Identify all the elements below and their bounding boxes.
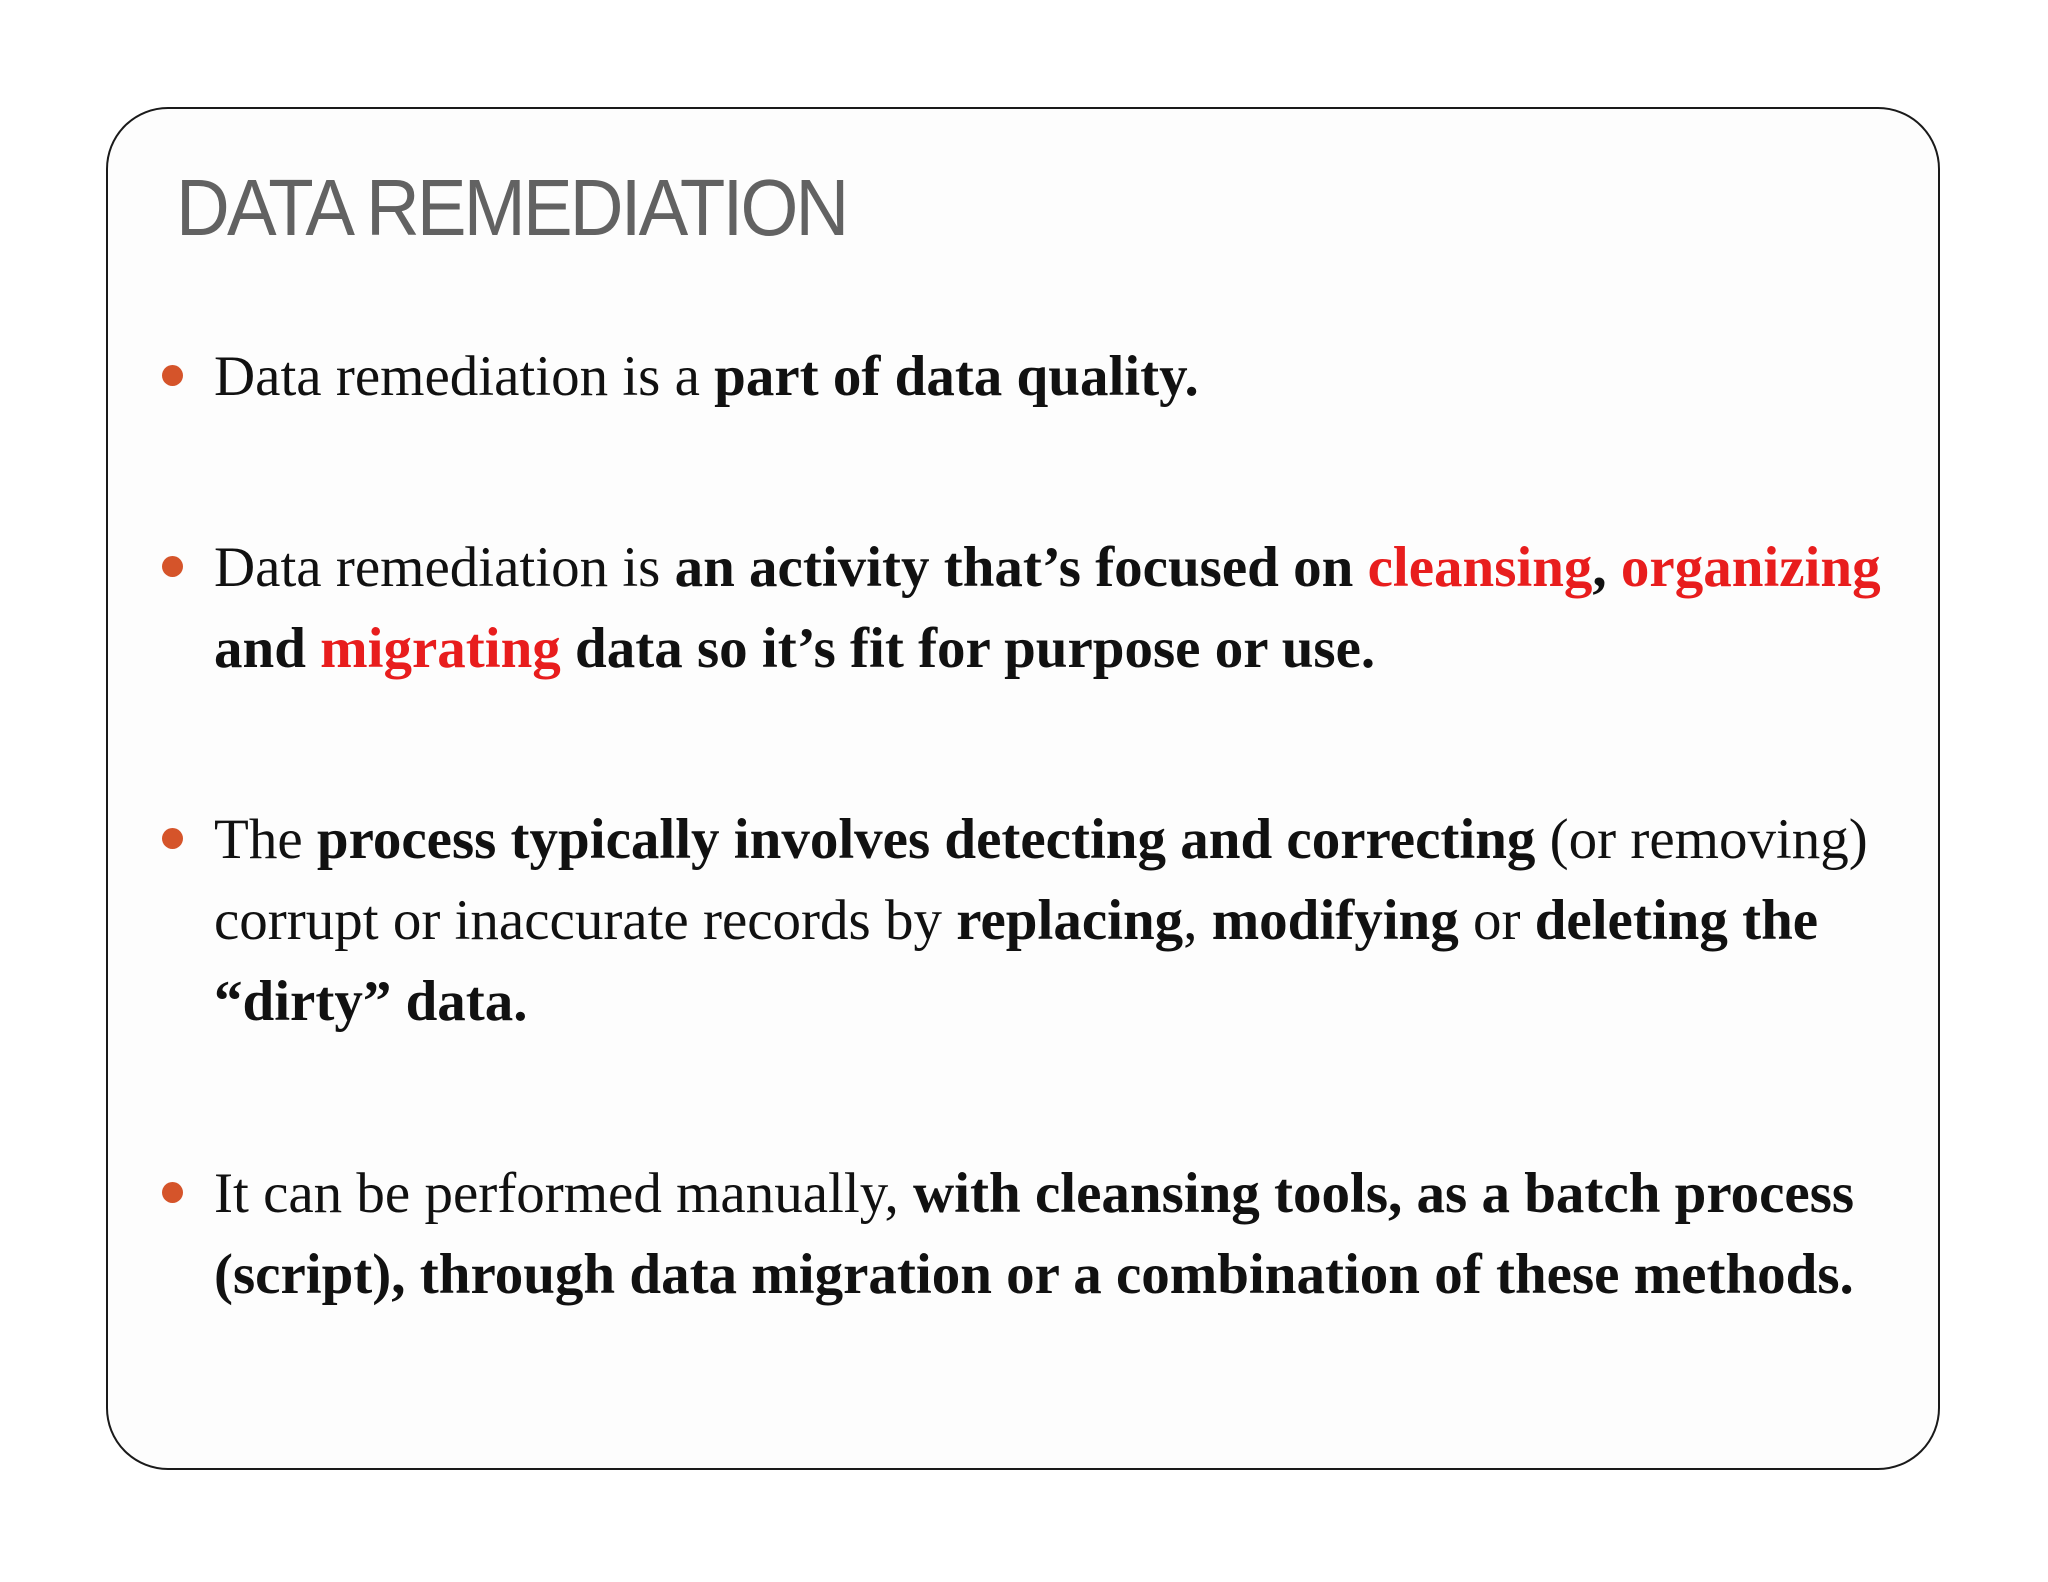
slide-title: DATA REMEDIATION [176, 163, 847, 252]
bullet-text-normal: Data remediation is [214, 536, 675, 599]
bullet-text-bold: , [1592, 536, 1621, 599]
bullet-text-normal: or [1458, 889, 1535, 952]
bullet-text-bold: deleting the “dirty” data. [214, 889, 1819, 1033]
bullet-marker [162, 1182, 183, 1203]
bullet-item [214, 527, 1914, 689]
bullet-text-normal: The [214, 808, 317, 871]
bullet-text-bold: with cleansing tools, as a batch process (script), through data migration or a combination of these methods. [214, 1162, 1855, 1306]
highlight-cleansing: cleansing [1367, 536, 1593, 599]
bullet-marker [162, 828, 183, 849]
bullet-text-bold: replacing [956, 889, 1184, 952]
bullet-item [214, 1153, 1914, 1315]
bullet-text-bold: modifying [1211, 889, 1459, 952]
bullet-marker [162, 556, 183, 577]
bullet-text-normal: Data remediation is a [214, 345, 715, 408]
bullet-text-bold: process typically involves detecting and correcting [316, 808, 1536, 871]
bullet-item [214, 799, 1914, 1042]
highlight-migrating: migrating [320, 617, 561, 680]
bullet-text-normal: , [1183, 889, 1212, 952]
bullet-text-normal: It can be performed manually, [214, 1162, 914, 1225]
highlight-organizing: organizing [1620, 536, 1881, 599]
bullet-text-bold: an activity that’s focused on [674, 536, 1368, 599]
bullet-item [214, 336, 1914, 417]
bullet-text-bold: and [214, 617, 321, 680]
bullet-marker [162, 365, 183, 386]
bullet-text-bold: data so it’s fit for purpose or use. [560, 617, 1376, 680]
bullet-text-bold: part of data quality. [714, 345, 1199, 408]
bullet-text-normal: (or removing) corrupt or inaccurate records by [214, 808, 1868, 952]
